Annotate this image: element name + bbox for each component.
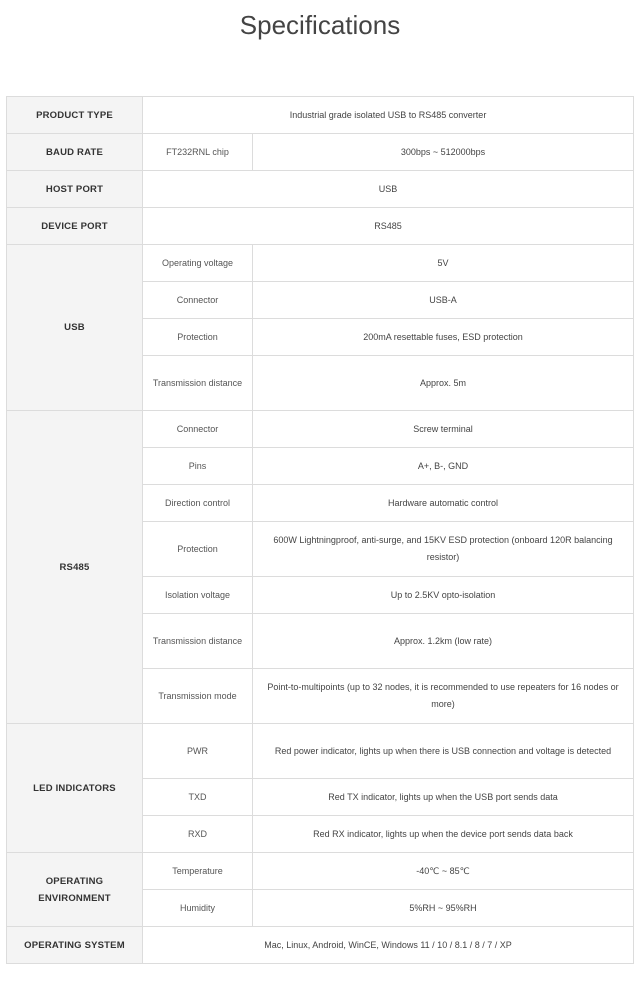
table-row (7, 411, 634, 448)
row-header: LED INDICATORS (7, 724, 143, 853)
table-row (7, 245, 634, 282)
row-header: BAUD RATE (7, 134, 143, 171)
row-sub-label: TXD (143, 779, 253, 816)
row-value: Hardware automatic control (253, 485, 634, 522)
row-sub-label: RXD (143, 816, 253, 853)
row-sub-label: Transmission distance (143, 356, 253, 411)
row-sub-label: FT232RNL chip (143, 134, 253, 171)
row-value: RS485 (143, 208, 634, 245)
row-value: USB (143, 171, 634, 208)
row-sub-label: PWR (143, 724, 253, 779)
row-sub-label: Isolation voltage (143, 577, 253, 614)
table-row (7, 724, 634, 779)
table-row (7, 853, 634, 890)
row-value: Approx. 1.2km (low rate) (253, 614, 634, 669)
specifications-table (6, 96, 634, 964)
row-value: Point-to-multipoints (up to 32 nodes, it is recommended to use repeaters for 16 nodes or more) (253, 669, 634, 724)
row-header: PRODUCT TYPE (7, 97, 143, 134)
table-row (7, 208, 634, 245)
row-sub-label: Protection (143, 522, 253, 577)
row-sub-label: Protection (143, 319, 253, 356)
row-value: Up to 2.5KV opto-isolation (253, 577, 634, 614)
row-sub-label: Connector (143, 411, 253, 448)
row-sub-label: Connector (143, 282, 253, 319)
row-sub-label: Transmission distance (143, 614, 253, 669)
row-header: OPERATING SYSTEM (7, 927, 143, 964)
row-value: Red power indicator, lights up when there is USB connection and voltage is detected (253, 724, 634, 779)
table-row (7, 97, 634, 134)
row-value: 300bps ~ 512000bps (253, 134, 634, 171)
row-value: Red RX indicator, lights up when the device port sends data back (253, 816, 634, 853)
table-row (7, 927, 634, 964)
row-sub-label: Direction control (143, 485, 253, 522)
row-value: Industrial grade isolated USB to RS485 converter (143, 97, 634, 134)
row-value: Red TX indicator, lights up when the USB port sends data (253, 779, 634, 816)
page-title: Specifications (239, 10, 401, 40)
row-sub-label: Transmission mode (143, 669, 253, 724)
row-sub-label: Temperature (143, 853, 253, 890)
row-value: Screw terminal (253, 411, 634, 448)
row-value: 5%RH ~ 95%RH (253, 890, 634, 927)
row-value: Mac, Linux, Android, WinCE, Windows 11 / 10 / 8.1 / 8 / 7 / XP (143, 927, 634, 964)
table-row (7, 171, 634, 208)
row-header: USB (7, 245, 143, 411)
row-sub-label: Pins (143, 448, 253, 485)
row-value: 200mA resettable fuses, ESD protection (253, 319, 634, 356)
row-header: HOST PORT (7, 171, 143, 208)
row-sub-label: Humidity (143, 890, 253, 927)
row-header: RS485 (7, 411, 143, 724)
row-value: -40℃ ~ 85℃ (253, 853, 634, 890)
row-value: A+, B-, GND (253, 448, 634, 485)
row-value: Approx. 5m (253, 356, 634, 411)
row-value: 5V (253, 245, 634, 282)
row-sub-label: Operating voltage (143, 245, 253, 282)
row-header: DEVICE PORT (7, 208, 143, 245)
row-value: 600W Lightningproof, anti-surge, and 15KV ESD protection (onboard 120R balancing resistor) (253, 522, 634, 577)
row-header: OPERATING ENVIRONMENT (7, 853, 143, 927)
table-row (7, 134, 634, 171)
row-value: USB-A (253, 282, 634, 319)
